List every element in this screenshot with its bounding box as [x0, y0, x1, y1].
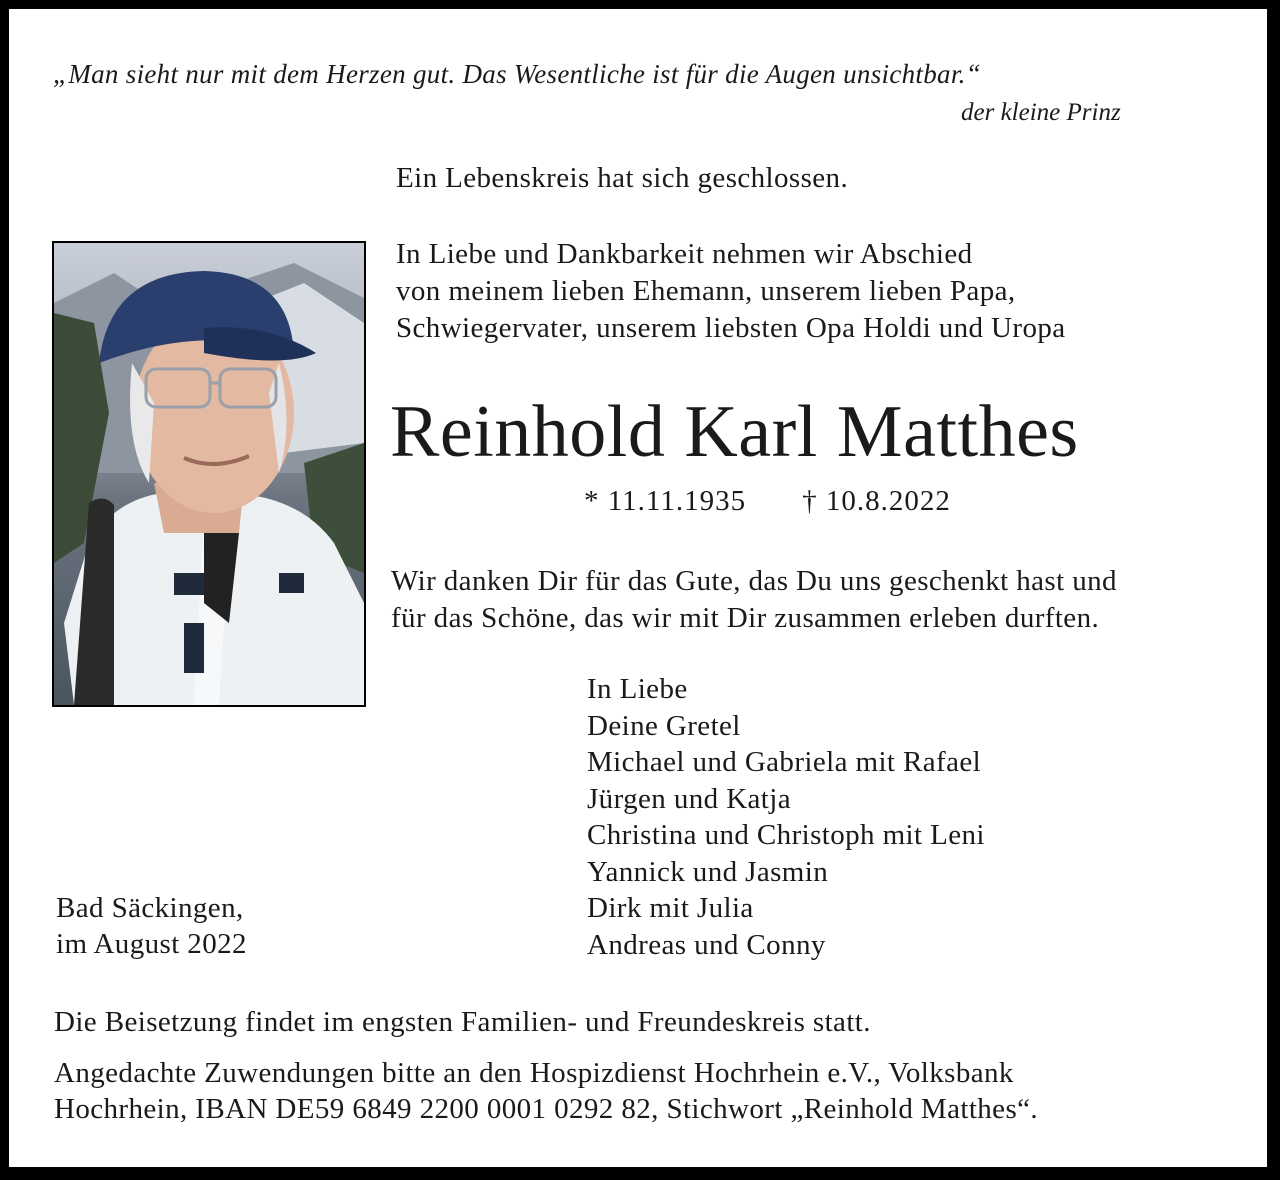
deceased-name: Reinhold Karl Matthes	[390, 391, 1079, 473]
signature-line: Yannick und Jasmin	[587, 855, 829, 888]
signature-line: Andreas und Conny	[587, 928, 826, 961]
date-line: im August 2022	[56, 928, 247, 960]
signatures-list	[587, 671, 985, 963]
farewell-text	[396, 236, 1066, 347]
signature-line: In Liebe	[587, 673, 688, 705]
signature-line: Dirk mit Julia	[587, 892, 754, 924]
donation-notice	[54, 1055, 1038, 1127]
place-line: Bad Säckingen,	[56, 892, 244, 924]
signature-line: Deine Gretel	[587, 709, 741, 742]
farewell-line: von meinem lieben Ehemann, unserem lieben Papa,	[396, 275, 1016, 307]
death-date: † 10.8.2022	[802, 485, 951, 517]
life-dates	[584, 485, 951, 518]
intro-line: Ein Lebenskreis hat sich geschlossen.	[396, 162, 849, 194]
signature-line: Jürgen und Katja	[587, 782, 791, 815]
signature-line: Christina und Christoph mit Leni	[587, 819, 985, 851]
farewell-line: In Liebe und Dankbarkeit nehmen wir Abschied	[396, 238, 973, 270]
birth-date: * 11.11.1935	[584, 485, 747, 517]
portrait-photo-graphic	[54, 243, 364, 705]
quote-text: „Man sieht nur mit dem Herzen gut. Das Wesentliche ist für die Augen unsichtbar.“	[53, 59, 982, 89]
donation-line: Hochrhein, IBAN DE59 6849 2200 0001 0292 82, Stichwort „Reinhold Matthes“.	[54, 1093, 1039, 1125]
thanks-text	[391, 563, 1117, 637]
place-and-date	[56, 890, 247, 962]
farewell-line: Schwiegervater, unserem liebsten Opa Holdi und Uropa	[396, 312, 1066, 344]
donation-line: Angedachte Zuwendungen bitte an den Hospizdienst Hochrhein e.V., Volksbank	[54, 1057, 1014, 1089]
quote-author: der kleine Prinz	[961, 99, 1121, 126]
portrait-photo-icon	[52, 241, 366, 707]
burial-notice: Die Beisetzung findet im engsten Familien- und Freundeskreis statt.	[54, 1006, 871, 1038]
obituary-notice	[9, 9, 1267, 1167]
signature-line: Michael und Gabriela mit Rafael	[587, 746, 982, 778]
thanks-line: für das Schöne, das wir mit Dir zusammen erleben durften.	[391, 602, 1100, 634]
thanks-line: Wir danken Dir für das Gute, das Du uns geschenkt hast und	[391, 565, 1117, 597]
